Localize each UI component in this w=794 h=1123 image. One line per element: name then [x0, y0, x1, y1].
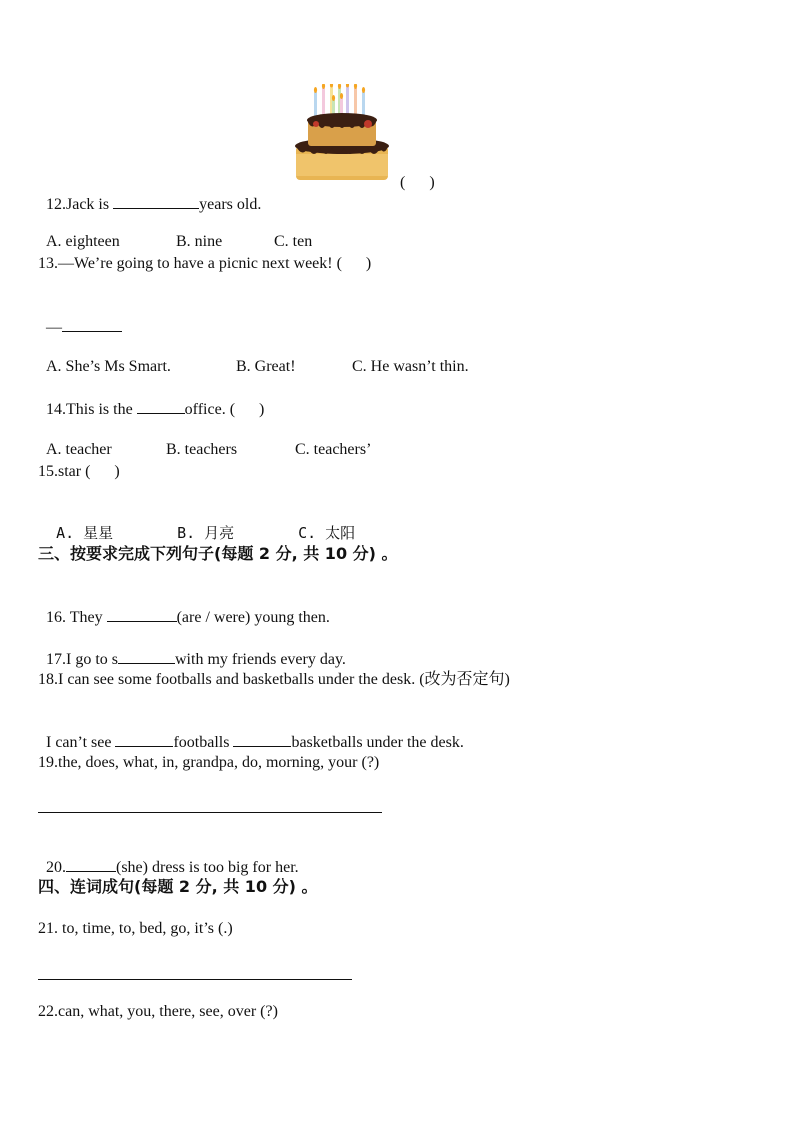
section-4-heading: 四、连词成句(每题 2 分, 共 10 分) 。: [38, 877, 318, 896]
question-17: 17.I go to s with my friends every day.: [38, 628, 346, 670]
answer-blank[interactable]: [115, 731, 173, 747]
answer-blank[interactable]: [233, 731, 291, 747]
question-12-options: [38, 212, 312, 252]
option-b[interactable]: B. Great!: [236, 358, 296, 375]
question-13: 13.—We’re going to have a picnic next week! ( ): [38, 255, 372, 272]
answer-blank[interactable]: [66, 856, 116, 872]
question-19: 19.the, does, what, in, grandpa, do, morning, your (?): [38, 754, 380, 771]
option-a[interactable]: A. teacher: [46, 441, 112, 458]
question-18: 18.I can see some footballs and basketballs under the desk. (改为否定句): [38, 671, 510, 688]
question-13-reply: —: [38, 296, 122, 338]
option-a[interactable]: A. 星星: [56, 524, 114, 542]
answer-paren: ( ): [400, 174, 435, 191]
question-13-options: [38, 337, 469, 377]
option-b[interactable]: B. teachers: [166, 441, 238, 458]
option-b[interactable]: B. nine: [176, 233, 223, 250]
question-16: 16. They (are / were) young then.: [38, 586, 330, 628]
question-20: 20. (she) dress is too big for her.: [38, 836, 299, 878]
answer-blank[interactable]: [107, 606, 177, 622]
answer-blank[interactable]: [113, 193, 199, 209]
question-12: 12.Jack is years old.: [38, 173, 261, 215]
option-c[interactable]: C. He wasn’t thin.: [352, 358, 469, 375]
option-c[interactable]: C. teachers’: [295, 441, 372, 458]
option-b[interactable]: B. 月亮: [177, 524, 235, 542]
question-18-answer: I can’t see footballs basketballs under the desk.: [38, 711, 464, 753]
option-a[interactable]: A. She’s Ms Smart.: [46, 358, 171, 375]
question-14: 14.This is the office. ( ): [38, 378, 264, 420]
question-22: 22.can, what, you, there, see, over (?): [38, 1003, 278, 1020]
question-14-options: [38, 420, 371, 460]
answer-line[interactable]: [38, 979, 352, 980]
question-15: 15.star ( ): [38, 463, 120, 480]
option-c[interactable]: C. 太阳: [298, 524, 356, 542]
question-15-options: [38, 503, 355, 543]
option-c[interactable]: C. ten: [274, 233, 313, 250]
birthday-cake-image: [292, 84, 392, 182]
answer-line[interactable]: [38, 812, 382, 813]
option-a[interactable]: A. eighteen: [46, 233, 120, 250]
section-3-heading: 三、按要求完成下列句子(每题 2 分, 共 10 分) 。: [38, 544, 398, 563]
answer-blank[interactable]: [62, 316, 122, 332]
answer-blank[interactable]: [137, 398, 185, 414]
question-21: 21. to, time, to, bed, go, it’s (.): [38, 920, 233, 937]
answer-blank[interactable]: [118, 648, 175, 664]
